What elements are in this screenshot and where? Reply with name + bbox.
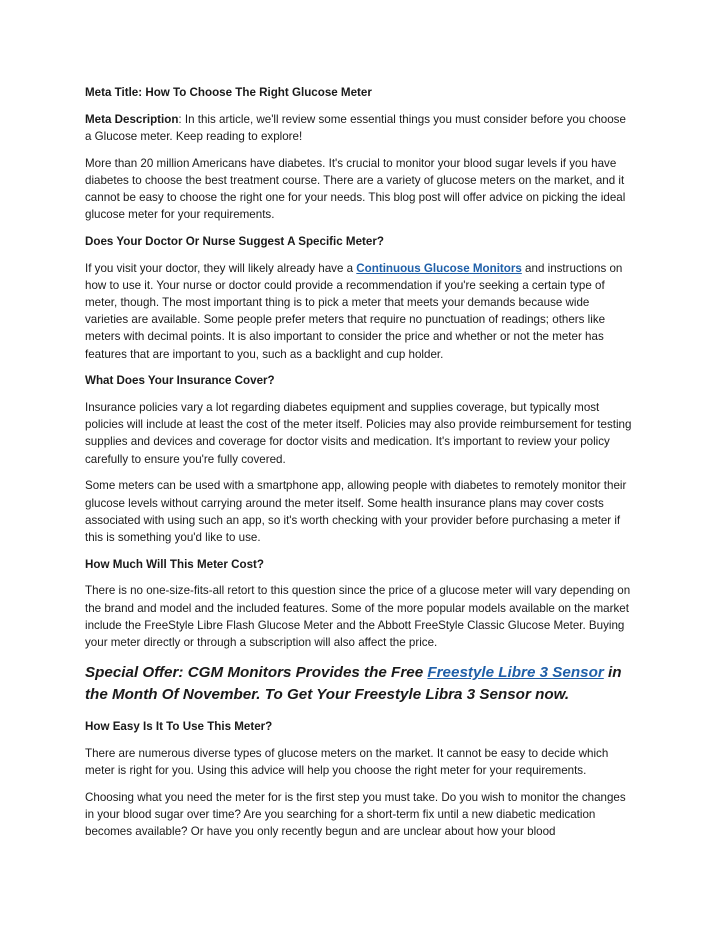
doctor-paragraph — [85, 260, 635, 363]
special-offer — [85, 662, 635, 706]
cgm-link[interactable]: Continuous Glucose Monitors — [356, 261, 522, 275]
heading-insurance: What Does Your Insurance Cover? — [85, 374, 275, 388]
doctor-text-pre: If you visit your doctor, they will likely already have a — [85, 261, 357, 275]
document-page — [85, 84, 635, 850]
ease-paragraph-2: Choosing what you need the meter for is the first step you must take. Do you wish to monitor the changes in your blood sugar over time? Are you searching for a short-term fix until a new diabetic medication becomes available? Or have you only recently begun and are unclear about how your blood — [85, 790, 626, 839]
insurance-paragraph-1: Insurance policies vary a lot regarding diabetes equipment and supplies coverage, but typically most policies will include at least the cost of the meter itself. Policies may also provide reimbursement for testing supplies and devices and coverage for doctor visits and medication. It's important to review your policy carefully to ensure you're fully covered. — [85, 401, 632, 466]
offer-text-post: in the Month Of November. To Get Your Freestyle Libra 3 Sensor now. — [85, 664, 622, 704]
doctor-text-post: and instructions on how to use it. Your nurse or doctor could provide a recommendation if you're seeking a certain type of meter, though. The most important thing is to pick a meter that meets your demands because wide varieties are available. Some people prefer meters that require no punctuation of readings; others like meters with decimal points. It is also important to consider the price and whether or not the meter has features that are important to you, such as a backlight and cup holder. — [85, 261, 623, 361]
meta-title: Meta Title: How To Choose The Right Glucose Meter — [85, 86, 372, 99]
insurance-paragraph-2: Some meters can be used with a smartphone app, allowing people with diabetes to remotely monitor their glucose levels without carrying around the meter itself. Some health insurance plans may cover costs associated with using such an app, so it's worth checking with your provider before purchasing a meter if this is something you'd like to use. — [85, 479, 627, 544]
ease-paragraph-1: There are numerous diverse types of glucose meters on the market. It cannot be easy to decide which meter is right for you. Using this advice will help you choose the right meter for your requirements. — [85, 746, 609, 778]
meta-description-text: : In this article, we'll review some essential things you must consider before you choose a Glucose meter. Keep reading to explore! — [85, 112, 626, 143]
meta-description — [85, 111, 635, 145]
intro-paragraph: More than 20 million Americans have diabetes. It's crucial to monitor your blood sugar levels if you have diabetes to choose the best treatment course. There are a variety of glucose meters on the market, and it cannot be easy to choose the right one for your needs. This blog post will offer advice on picking the ideal glucose meter for your requirements. — [85, 156, 626, 222]
offer-text-pre: Special Offer: CGM Monitors Provides the Free — [85, 664, 428, 682]
heading-cost: How Much Will This Meter Cost? — [85, 557, 264, 571]
cost-paragraph: There is no one-size-fits-all retort to this question since the price of a glucose meter will vary depending on the brand and model and the included features. Some of the more popular models available on the market include the FreeStyle Libre Flash Glucose Meter and the Abbott FreeStyle Classic Glucose Meter. Buying your meter directly or through a subscription will also affect the price. — [85, 584, 631, 649]
meta-description-label: Meta Description — [85, 112, 179, 126]
heading-ease: How Easy Is It To Use This Meter? — [85, 720, 273, 734]
heading-doctor: Does Your Doctor Or Nurse Suggest A Specific Meter? — [85, 234, 384, 248]
freestyle-libre-link[interactable]: Freestyle Libre 3 Sensor — [427, 664, 604, 682]
